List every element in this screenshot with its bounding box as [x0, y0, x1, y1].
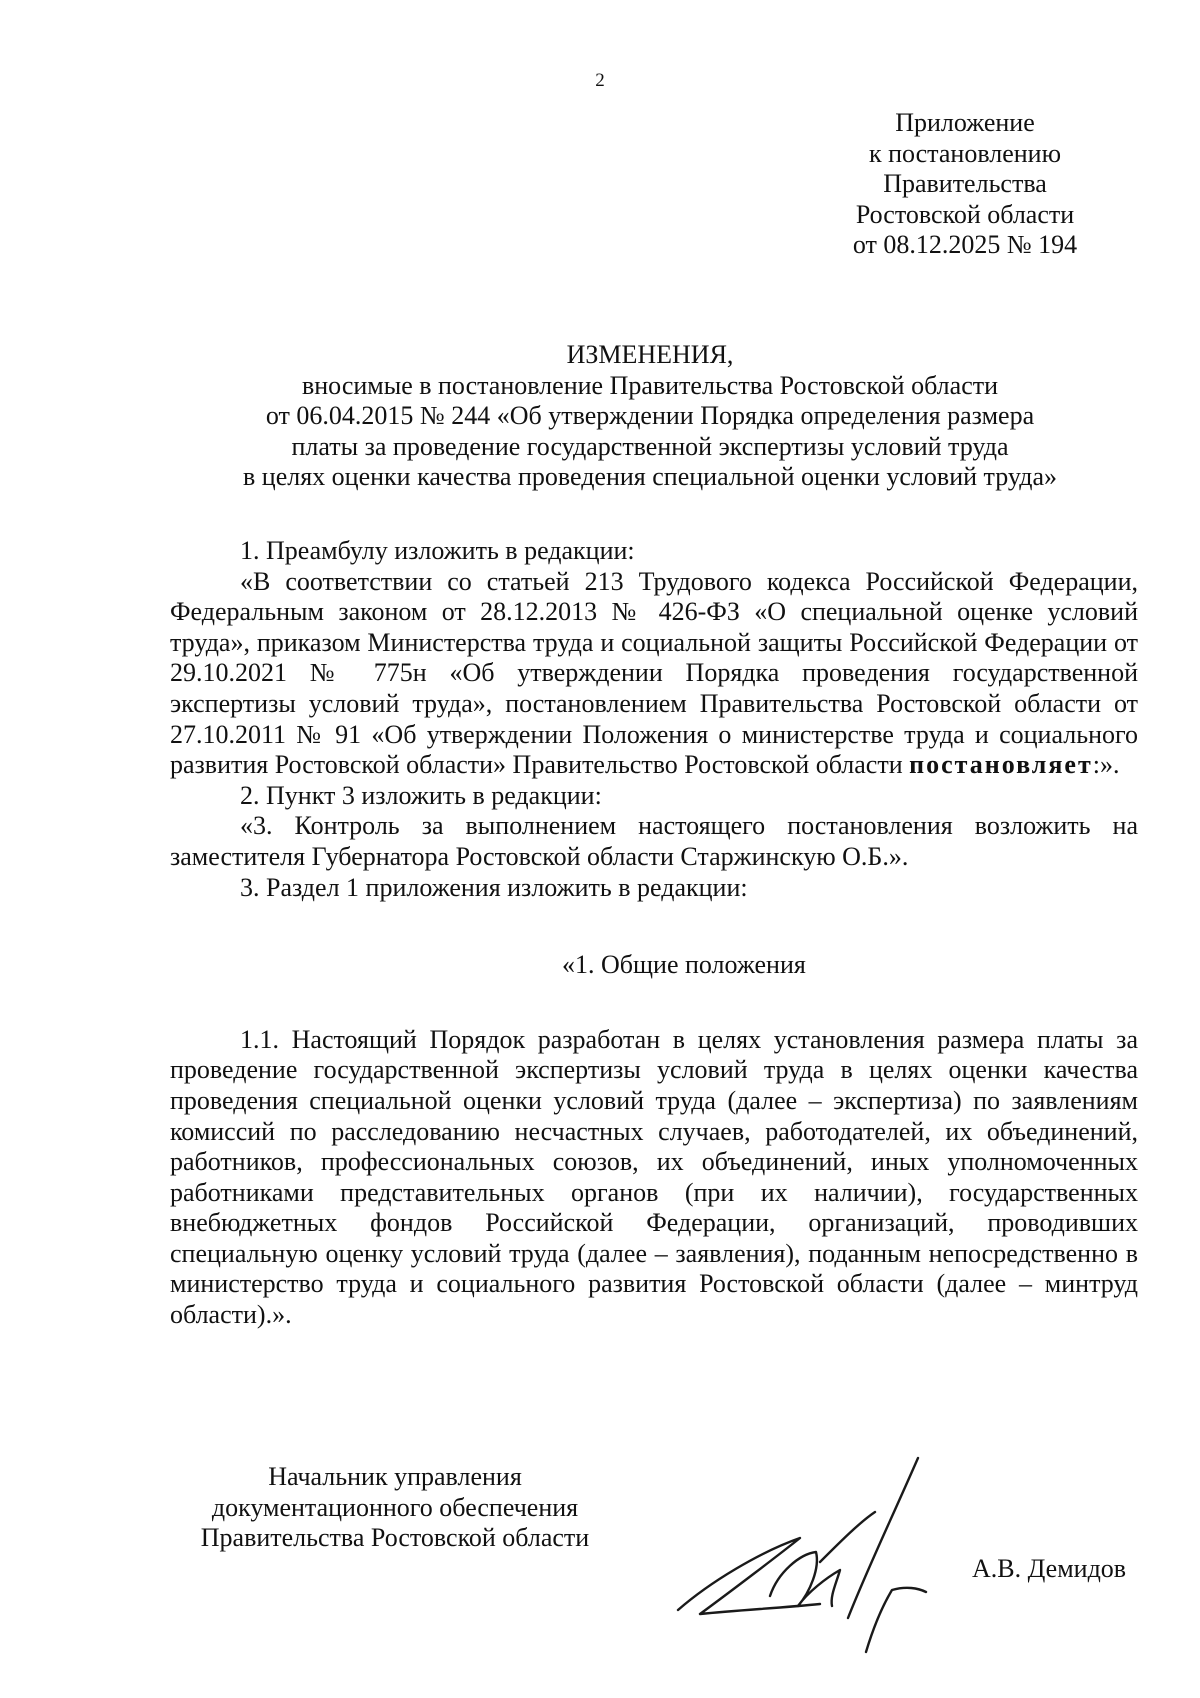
title-line: в целях оценки качества проведения специальной оценки условий труда» — [243, 462, 1057, 492]
paragraph-1-1: 1.1. Настоящий Порядок разработан в целях установления размера платы за проведение государственной экспертизы условий труда в целях оценки качества проведения специальной оценки условий труда (далее – экспертиза) по заявлениям комиссий по расследованию несчастных случаев, работодателей, их объединений, работников, профессиональных союзов, их объединений, иных уполномоченных работниками представительных органов (при их наличии), государственных внебюджетных фондов Российской Федерации, организаций, проводивших специальную оценку условий труда (далее – заявления), поданным непосредственно в министерство труда и социального развития Ростовской области (далее – минтруд области).». — [170, 1024, 1138, 1330]
position-line: документационного обеспечения — [211, 1492, 579, 1522]
section-heading: «1. Общие положения — [562, 950, 806, 980]
appendix-line: от 08.12.2025 № 194 — [852, 230, 1078, 260]
title-heading: ИЗМЕНЕНИЯ, — [566, 340, 734, 369]
document-title — [150, 340, 1150, 493]
paragraph-preamble — [170, 567, 1138, 781]
appendix-line: Ростовской области — [855, 199, 1075, 229]
preamble-tail: :». — [1092, 750, 1120, 780]
title-line: от 06.04.2015 № 244 «Об утверждении Порядка определения размера — [265, 401, 1035, 431]
title-line: вносимые в постановление Правительства Ростовской области — [301, 370, 999, 400]
preamble-bold-word: постановляет — [909, 750, 1093, 780]
appendix-line: к постановлению — [868, 138, 1062, 168]
position-line: Правительства Ростовской области — [200, 1523, 590, 1553]
title-line: платы за проведение государственной экспертизы условий труда — [291, 431, 1009, 461]
signatory-name: А.В. Демидов — [972, 1554, 1127, 1583]
appendix-line: Приложение — [895, 108, 1035, 137]
paragraph-1: 1. Преамбулу изложить в редакции: — [240, 536, 635, 565]
document-body — [170, 536, 1138, 1331]
preamble-text: «В соответствии со статьей 213 Трудового кодекса Российской Федерации, Федеральным законом от 28.12.2013 № 426-ФЗ «О специальной оценке условий труда», приказом Министерства труда и социальной защиты Российской Федерации от 29.10.2021 № 775н «Об утверждении Порядка проведения государственной экспертизы условий труда», постановлением Правительства Ростовской области от 27.10.2011 № 91 «Об утверждении Положения о министерстве труда и социального развития Ростовской области» Правительство Ростовской области — [170, 566, 1138, 780]
page-number: 2 — [595, 70, 605, 91]
paragraph-2: 2. Пункт 3 изложить в редакции: — [240, 780, 602, 810]
signatory-position — [170, 1462, 620, 1554]
position-line: Начальник управления — [268, 1462, 522, 1491]
handwritten-signature — [670, 1442, 950, 1672]
paragraph-control: «3. Контроль за выполнением настоящего постановления возложить на заместителя Губернатора Ростовской области Старжинскую О.Б.». — [170, 811, 1138, 871]
paragraph-3: 3. Раздел 1 приложения изложить в редакции: — [240, 872, 748, 902]
appendix-line: Правительства — [883, 169, 1047, 199]
appendix-block — [800, 108, 1130, 261]
